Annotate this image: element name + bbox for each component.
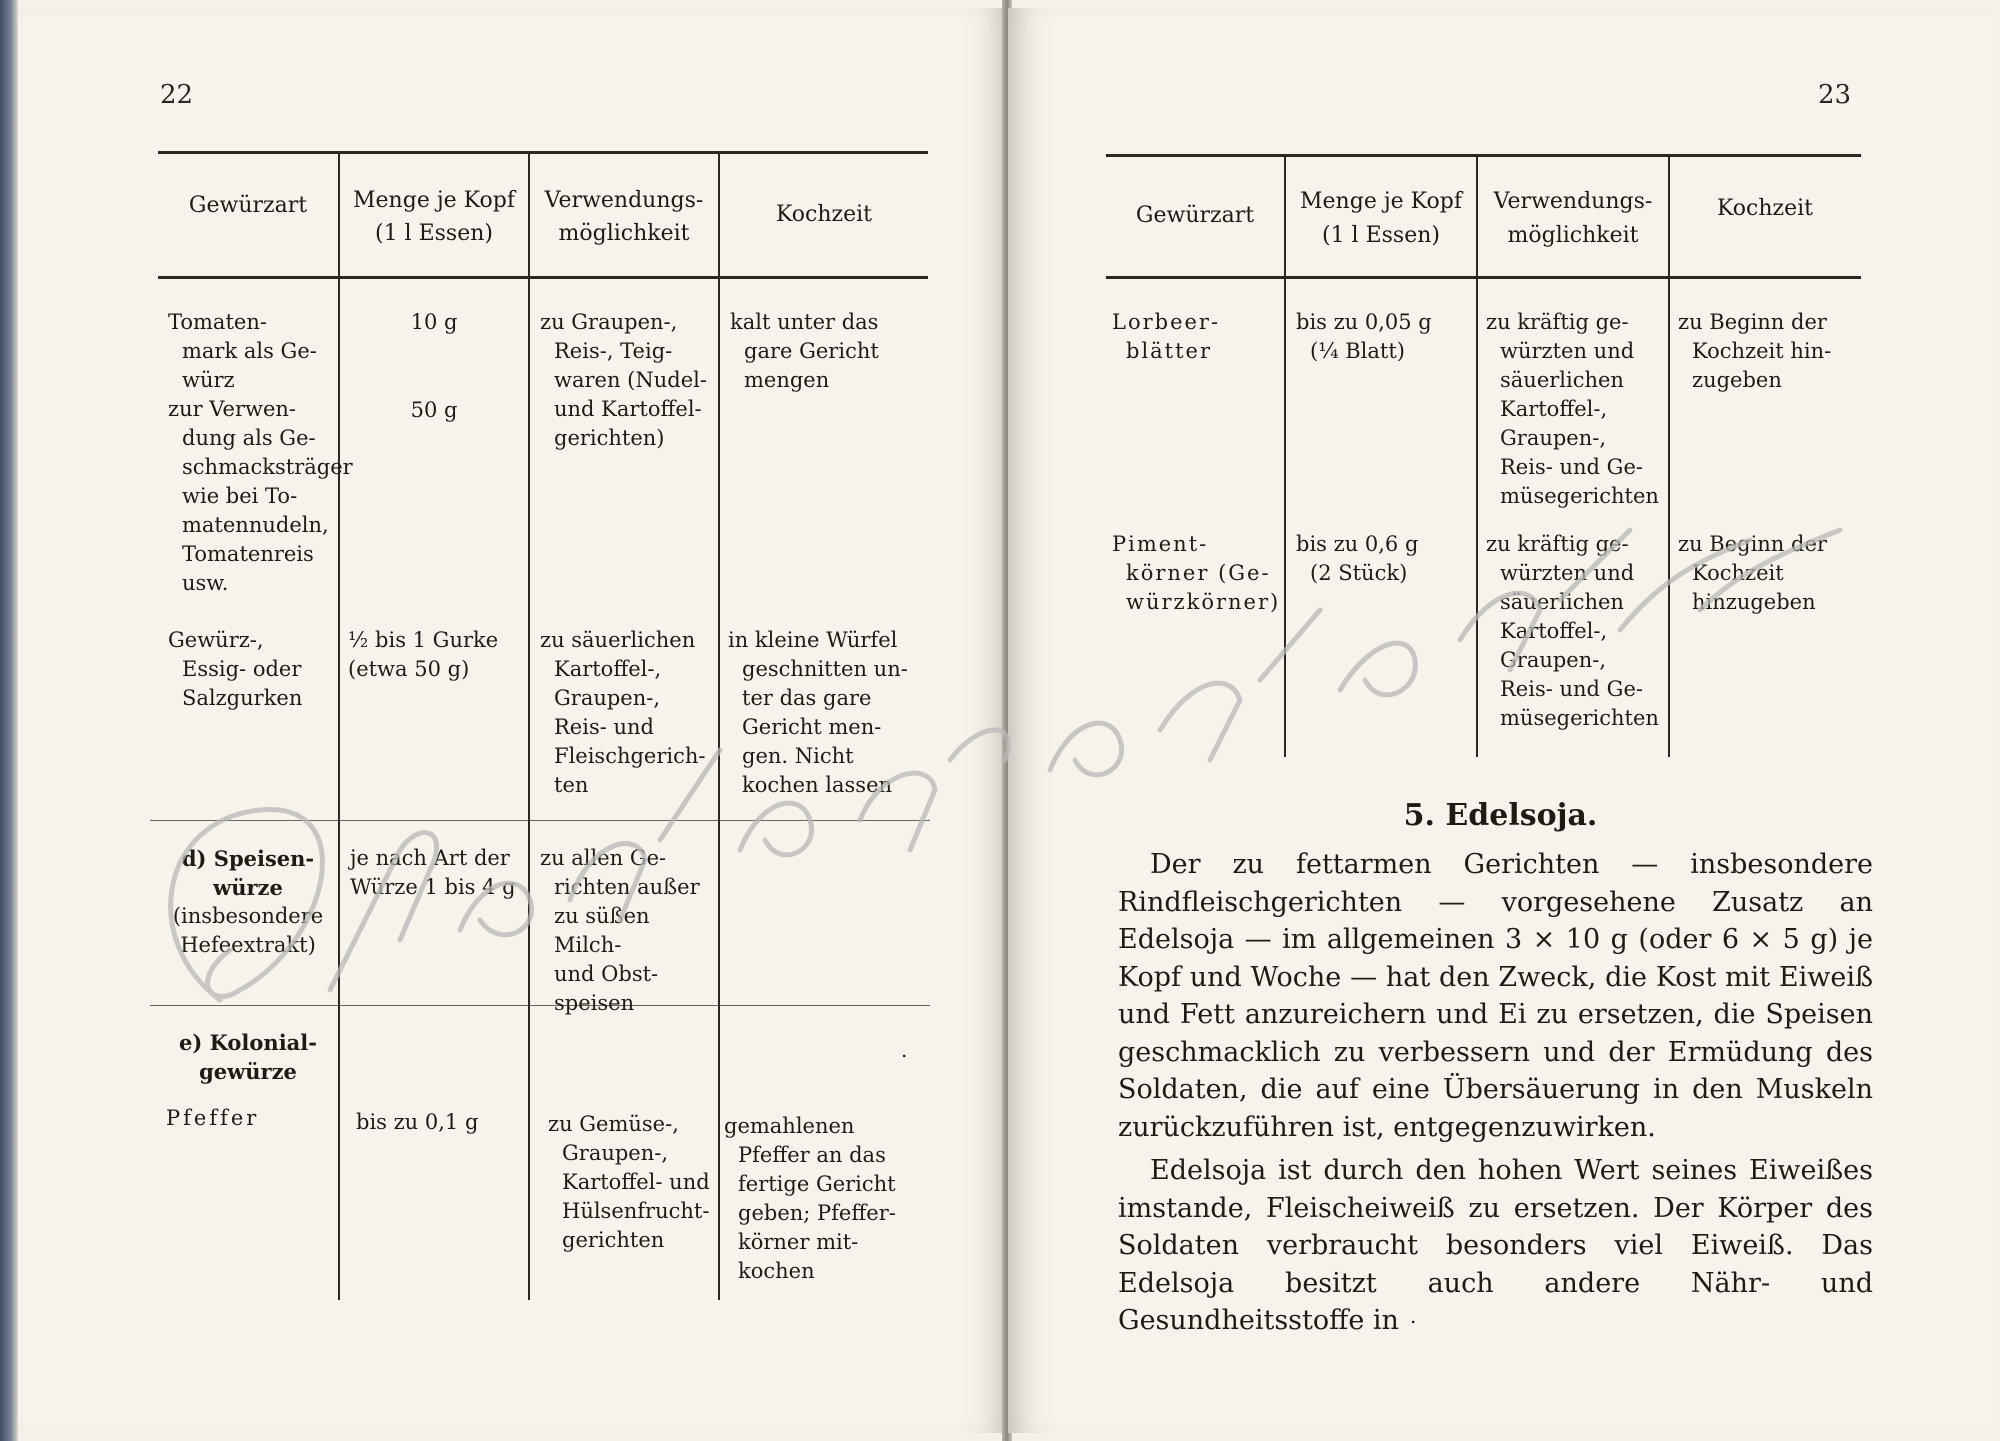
name-line: Salzgurken — [182, 686, 303, 710]
paragraph-2: Edelsoja ist durch den hohen Wert seines Eiweißes imstande, Fleischeiweiß zu ersetzen. Der Körper des Soldaten verbraucht besonders viel Eiweiß. Das Edelsoja besitzt auch andere Nähr- und Gesundheitsstoffe in — [1118, 1155, 1873, 1336]
lorbeer-name — [1112, 308, 1284, 366]
page-number-right: 23 — [1818, 80, 1852, 110]
use-line: zu allen Ge- — [540, 846, 667, 870]
use-line: Graupen-, — [1500, 648, 1607, 672]
name-line: d) Speisen- — [181, 846, 315, 871]
use-line: müsegerichten — [1500, 484, 1659, 508]
amount-line: ½ bis 1 Gurke — [348, 628, 499, 652]
use-line: Reis- und — [554, 715, 654, 739]
use-line: speisen — [554, 991, 635, 1015]
time-line: gemahlenen — [724, 1114, 855, 1138]
time-line: in kleine Würfel — [728, 628, 898, 652]
time-line: körner mit- — [738, 1230, 859, 1254]
section-title-edelsoja: 5. Edelsoja. — [1403, 798, 1598, 833]
use-line: und Obst- — [554, 962, 659, 986]
paragraph-1: Der zu fettarmen Gerichten — insbesondere Rindfleischgerichten — vorgesehene Zusatz an Edelsoja — im allgemeinen 3 × 10 g (oder 6 × 5 g) je Kopf und Woche — hat den Zweck, die Kost mit Eiweiß und Fett anzureichern und Ei zu ersetzen, die Speisen geschmacklich zu verbessern und der Ermüdung des Soldaten, die auf eine Übersäuerung in den Muskeln zurückzuführen ist, entgegenzuwirken. — [1118, 849, 1873, 1143]
amount-line: Würze 1 bis 4 g — [350, 875, 516, 899]
header-verwendung-line2: möglichkeit — [1507, 223, 1639, 248]
name-line: usw. — [182, 571, 229, 595]
header-menge-line2: (1 l Essen) — [1321, 223, 1440, 248]
time-line: geschnitten un- — [742, 657, 908, 681]
name-line: (insbesondere — [172, 904, 324, 928]
pickles-time — [728, 626, 928, 800]
name-line: mark als Ge- — [182, 339, 317, 363]
speisenwuerze-amount — [350, 844, 528, 902]
use-line: zu Gemüse-, — [548, 1112, 679, 1136]
lorbeer-time — [1678, 308, 1863, 395]
name-line: Essig- oder — [182, 657, 302, 681]
pfeffer-amount: bis zu 0,1 g — [356, 1110, 479, 1134]
time-line: zu Beginn der — [1678, 310, 1827, 334]
amount-line: (¼ Blatt) — [1310, 339, 1405, 363]
time-line: gen. Nicht — [742, 744, 854, 768]
name-line: würzkörner) — [1126, 590, 1281, 614]
name-line: körner (Ge- — [1126, 561, 1271, 585]
time-line: zugeben — [1692, 368, 1782, 392]
name-line: würz — [182, 368, 235, 392]
use-line: säuerlichen — [1500, 590, 1624, 614]
use-line: waren (Nudel- — [554, 368, 707, 392]
lorbeer-use — [1486, 308, 1668, 511]
use-line: zu Graupen-, — [540, 310, 678, 334]
use-line: Fleischgerich- — [554, 744, 706, 768]
name-line: würze — [213, 875, 283, 900]
time-line: ter das gare — [742, 686, 872, 710]
time-line: Kochzeit — [1692, 561, 1784, 585]
use-line: Hülsenfrucht- — [562, 1199, 710, 1223]
pickles-amount — [348, 626, 528, 684]
name-line: blätter — [1126, 339, 1213, 363]
name-line: dung als Ge- — [182, 426, 316, 450]
use-line: würzten und — [1500, 561, 1635, 585]
time-line: Kochzeit hin- — [1692, 339, 1832, 363]
table-header-rule — [158, 276, 928, 279]
use-line: Kartoffel- und — [562, 1170, 710, 1194]
time-line: zu Beginn der — [1678, 532, 1827, 556]
use-line: müsegerichten — [1500, 706, 1659, 730]
use-line: würzten und — [1500, 339, 1635, 363]
use-line: und Kartoffel- — [554, 397, 702, 421]
header-kochzeit: Kochzeit — [775, 202, 873, 227]
use-line: Graupen-, — [562, 1141, 669, 1165]
use-line: Kartoffel-, — [1500, 619, 1608, 643]
time-line: fertige Gericht — [738, 1172, 896, 1196]
speisenwuerze-name — [158, 844, 338, 960]
time-line: kochen lassen — [742, 773, 893, 797]
name-line: zur Verwen- — [168, 397, 297, 421]
pickles-use — [540, 626, 715, 800]
pfeffer-name: Pfeffer — [166, 1106, 260, 1130]
use-line: säuerlichen — [1500, 368, 1624, 392]
use-line: Kartoffel-, — [554, 657, 662, 681]
page-number-left: 22 — [160, 80, 194, 110]
name-line: Hefeextrakt) — [180, 933, 316, 957]
piment-name — [1112, 530, 1284, 617]
ink-dot: . — [1410, 1304, 1417, 1328]
use-line: zu süßen Milch- — [554, 904, 650, 957]
header-menge-line1: Menge je Kopf — [1300, 189, 1462, 214]
time-line: gare Gericht — [744, 339, 879, 363]
amount-line: bis zu 0,6 g — [1296, 532, 1419, 556]
amount-line: (2 Stück) — [1310, 561, 1408, 585]
row-separator — [150, 820, 930, 821]
tomato-time — [730, 308, 925, 395]
left-page — [18, 8, 1008, 1433]
header-gewuerzart: Gewürzart — [188, 193, 308, 218]
header-kochzeit: Kochzeit — [1716, 196, 1814, 221]
tomato-amount-2: 50 g — [410, 398, 458, 422]
amount-line: je nach Art der — [350, 846, 510, 870]
time-line: mengen — [744, 368, 830, 392]
time-line: geben; Pfeffer- — [738, 1201, 896, 1225]
header-menge-line2: (1 l Essen) — [374, 221, 493, 246]
piment-time — [1678, 530, 1863, 617]
use-line: Reis- und Ge- — [1500, 455, 1643, 479]
use-line: zu säuerlichen — [540, 628, 696, 652]
body-text — [1118, 846, 1873, 1340]
time-line: kalt unter das — [730, 310, 879, 334]
pfeffer-time — [724, 1112, 924, 1286]
piment-amount — [1296, 530, 1476, 588]
name-line: wie bei To- — [182, 484, 298, 508]
column-divider — [1668, 157, 1670, 757]
piment-use — [1486, 530, 1668, 733]
column-divider — [718, 154, 720, 1300]
use-line: Kartoffel-, — [1500, 397, 1608, 421]
name-line: matennudeln, — [182, 513, 329, 537]
amount-line: bis zu 0,05 g — [1296, 310, 1432, 334]
table-header-rule — [1106, 276, 1861, 279]
use-line: Reis- und Ge- — [1500, 677, 1643, 701]
header-gewuerzart: Gewürzart — [1135, 203, 1255, 228]
table-top-rule — [1106, 154, 1861, 157]
use-line: zu kräftig ge- — [1486, 532, 1629, 556]
lorbeer-amount — [1296, 308, 1476, 366]
ink-dot: . — [901, 1038, 908, 1062]
use-line: gerichten — [562, 1228, 665, 1252]
header-verwendung-line1: Verwendungs- — [1493, 189, 1653, 214]
use-line: gerichten) — [554, 426, 665, 450]
name-line: Gewürz-, — [168, 628, 264, 652]
kolonial-heading — [158, 1028, 338, 1086]
header-menge-line1: Menge je Kopf — [353, 188, 515, 213]
pfeffer-use — [548, 1110, 718, 1255]
tomato-name — [168, 308, 353, 598]
use-line: Graupen-, — [554, 686, 661, 710]
name-line: Lorbeer- — [1112, 310, 1221, 334]
pickles-name — [168, 626, 338, 713]
name-line: Piment- — [1112, 532, 1209, 556]
name-line: Tomaten- — [168, 310, 267, 334]
use-line: richten außer — [554, 875, 700, 899]
heading-line: e) Kolonial- — [179, 1030, 317, 1055]
heading-line: gewürze — [199, 1059, 297, 1084]
speisenwuerze-use — [540, 844, 718, 1018]
amount-line: (etwa 50 g) — [348, 657, 470, 681]
name-line: schmacksträger — [182, 455, 353, 479]
tomato-amount-1: 10 g — [410, 310, 458, 334]
use-line: ten — [554, 773, 589, 797]
time-line: Gericht men- — [742, 715, 882, 739]
time-line: hinzugeben — [1692, 590, 1816, 614]
header-verwendung-line2: möglichkeit — [558, 221, 690, 246]
use-line: zu kräftig ge- — [1486, 310, 1629, 334]
book-cover-edge — [0, 0, 18, 1441]
right-page — [1008, 8, 1993, 1433]
use-line: Graupen-, — [1500, 426, 1607, 450]
name-line: Tomatenreis — [182, 542, 314, 566]
column-divider — [528, 154, 530, 1300]
header-verwendung-line1: Verwendungs- — [544, 188, 704, 213]
tomato-use — [540, 308, 715, 453]
use-line: Reis-, Teig- — [554, 339, 673, 363]
table-top-rule — [158, 151, 928, 154]
time-line: kochen — [738, 1259, 815, 1283]
time-line: Pfeffer an das — [738, 1143, 886, 1167]
